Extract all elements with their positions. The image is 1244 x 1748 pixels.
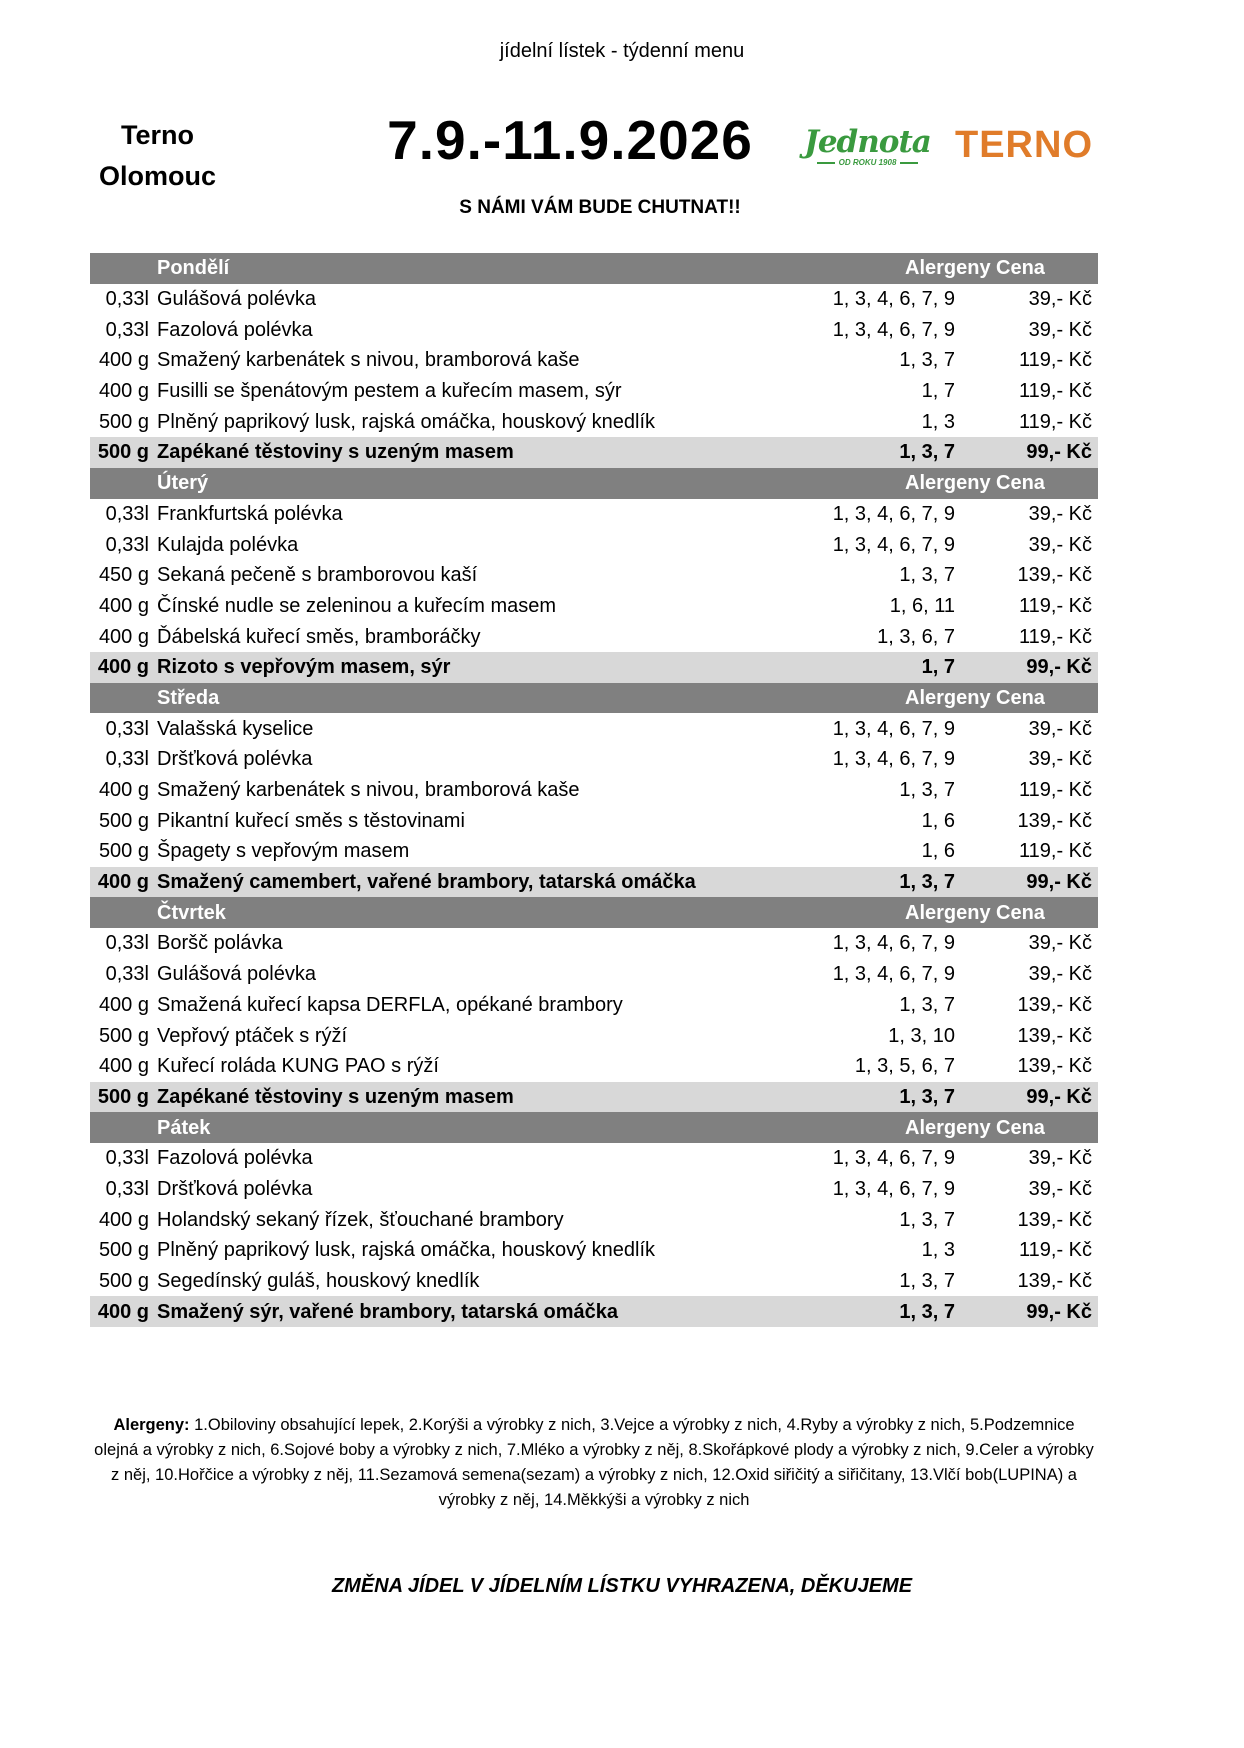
portion-size: 400 g bbox=[98, 1055, 149, 1078]
dish-name: Fazolová polévka bbox=[157, 1147, 313, 1170]
price-column-header: Cena bbox=[961, 253, 1098, 284]
menu-row bbox=[90, 1235, 1098, 1266]
menu-row bbox=[90, 1020, 1098, 1051]
menu-row bbox=[90, 529, 1098, 560]
slogan: S NÁMI VÁM BUDE CHUTNAT!! bbox=[459, 197, 741, 218]
dish-price: 39,- Kč bbox=[1028, 717, 1092, 740]
dish-price: 39,- Kč bbox=[1028, 963, 1092, 986]
dish-price: 139,- Kč bbox=[1017, 1270, 1092, 1293]
allergen-codes: 1, 3, 4, 6, 7, 9 bbox=[832, 502, 955, 525]
day-header-row bbox=[90, 1112, 1098, 1143]
portion-size: 500 g bbox=[98, 1024, 149, 1047]
dish-name: Smažená kuřecí kapsa DERFLA, opékané brambory bbox=[157, 993, 623, 1016]
dish-price: 119,- Kč bbox=[1019, 380, 1092, 403]
allergen-codes: 1, 3, 4, 6, 7, 9 bbox=[832, 1147, 955, 1170]
price-column-header: Cena bbox=[961, 683, 1098, 714]
day-header-spacer bbox=[90, 468, 154, 499]
dish-price: 99,- Kč bbox=[961, 1082, 1098, 1113]
day-header-row bbox=[90, 253, 1098, 284]
allergen-codes: 1, 3, 7 bbox=[899, 1270, 955, 1293]
portion-size: 0,33l bbox=[105, 288, 149, 311]
allergen-legend-label: Alergeny: bbox=[113, 1416, 190, 1434]
dish-name: Smažený karbenátek s nivou, bramborová kaše bbox=[157, 779, 580, 802]
day-name: Pondělí bbox=[154, 253, 809, 284]
menu-row bbox=[90, 928, 1098, 959]
dish-name: Kuřecí roláda KUNG PAO s rýží bbox=[157, 1055, 439, 1078]
menu-row bbox=[90, 959, 1098, 990]
allergens-column-header: Alergeny bbox=[809, 1112, 961, 1143]
dish-price: 139,- Kč bbox=[1017, 1055, 1092, 1078]
allergen-codes: 1, 6 bbox=[921, 840, 955, 863]
allergens-column-header: Alergeny bbox=[809, 468, 961, 499]
dish-name: Valašská kyselice bbox=[157, 717, 314, 740]
menu-row bbox=[90, 990, 1098, 1021]
jednota-logo-tagline-text: OD ROKU 1908 bbox=[838, 158, 897, 167]
menu-row-special bbox=[90, 867, 1098, 898]
portion-size: 0,33l bbox=[105, 748, 149, 771]
dish-name: Smažený sýr, vařené brambory, tatarská omáčka bbox=[154, 1296, 809, 1327]
portion-size: 450 g bbox=[98, 564, 149, 587]
day-header-spacer bbox=[90, 897, 154, 928]
allergen-codes: 1, 3, 7 bbox=[899, 993, 955, 1016]
dish-name: Segedínský guláš, houskový knedlík bbox=[157, 1270, 480, 1293]
menu-row bbox=[90, 713, 1098, 744]
menu-table-body bbox=[90, 253, 1098, 1327]
menu-row bbox=[90, 499, 1098, 530]
allergen-legend-text: 1.Obiloviny obsahující lepek, 2.Korýši a výrobky z nich, 3.Vejce a výrobky z nich, 4.Ryby a výrobky z nich, 5.Podzemnice olejná a výrobky z nich, 6.Sojové boby a výrobky z nich, 7.Mléko a výrobky z něj, 8.Skořápkové plody a výrobky z nich, 9.Celer a výrobky z něj, 10.Hořčice a výrobky z něj, 11.Sezamová semena(sezam) a výrobky z nich, 12.Oxid siřičitý a siřičitany, 13.Vlčí bob(LUPINA) a výrobky z něj, 14.Měkkýši a výrobky z nich bbox=[94, 1416, 1094, 1509]
portion-size: 0,33l bbox=[105, 717, 149, 740]
menu-row bbox=[90, 284, 1098, 315]
day-name: Úterý bbox=[154, 468, 809, 499]
portion-size: 400 g bbox=[98, 1208, 149, 1231]
day-header-row bbox=[90, 683, 1098, 714]
dish-price: 119,- Kč bbox=[1019, 779, 1092, 802]
dish-price: 39,- Kč bbox=[1028, 533, 1092, 556]
price-column-header: Cena bbox=[961, 468, 1098, 499]
portion-size: 0,33l bbox=[105, 533, 149, 556]
dish-price: 99,- Kč bbox=[961, 867, 1098, 898]
dish-name: Frankfurtská polévka bbox=[157, 502, 343, 525]
dish-name: Smažený camembert, vařené brambory, tatarská omáčka bbox=[154, 867, 809, 898]
dish-name: Dršťková polévka bbox=[157, 748, 313, 771]
dish-name: Kulajda polévka bbox=[157, 533, 299, 556]
allergen-codes: 1, 3, 4, 6, 7, 9 bbox=[832, 932, 955, 955]
day-name: Středa bbox=[154, 683, 809, 714]
allergen-codes: 1, 3, 4, 6, 7, 9 bbox=[832, 1177, 955, 1200]
dish-price: 39,- Kč bbox=[1028, 932, 1092, 955]
dish-price: 139,- Kč bbox=[1017, 993, 1092, 1016]
store-name-line2: Olomouc bbox=[98, 161, 216, 191]
menu-row bbox=[90, 621, 1098, 652]
dish-name: Smažený karbenátek s nivou, bramborová kaše bbox=[157, 349, 580, 372]
logo-rule-right bbox=[900, 162, 918, 164]
date-range: 7.9.-11.9.2026 bbox=[387, 109, 753, 171]
jednota-logo bbox=[800, 126, 935, 168]
portion-size: 500 g bbox=[90, 1082, 154, 1113]
portion-size: 400 g bbox=[98, 625, 149, 648]
menu-row-special bbox=[90, 1082, 1098, 1113]
allergen-codes: 1, 3, 6, 7 bbox=[877, 625, 955, 648]
allergen-codes: 1, 3 bbox=[921, 1239, 955, 1262]
dish-price: 99,- Kč bbox=[961, 652, 1098, 683]
allergens-column-header: Alergeny bbox=[809, 897, 961, 928]
portion-size: 400 g bbox=[90, 652, 154, 683]
allergen-codes: 1, 3, 10 bbox=[888, 1024, 955, 1047]
day-header-spacer bbox=[90, 253, 154, 284]
day-name: Pátek bbox=[154, 1112, 809, 1143]
dish-price: 99,- Kč bbox=[961, 1296, 1098, 1327]
menu-row bbox=[90, 376, 1098, 407]
allergen-codes: 1, 3, 7 bbox=[809, 1296, 961, 1327]
portion-size: 400 g bbox=[98, 993, 149, 1016]
allergen-codes: 1, 6 bbox=[921, 809, 955, 832]
portion-size: 400 g bbox=[90, 867, 154, 898]
dish-price: 99,- Kč bbox=[961, 437, 1098, 468]
portion-size: 0,33l bbox=[105, 1147, 149, 1170]
dish-price: 39,- Kč bbox=[1028, 748, 1092, 771]
allergen-codes: 1, 3 bbox=[921, 410, 955, 433]
dish-price: 39,- Kč bbox=[1028, 502, 1092, 525]
dish-price: 139,- Kč bbox=[1017, 564, 1092, 587]
menu-row bbox=[90, 1204, 1098, 1235]
menu-row bbox=[90, 560, 1098, 591]
allergen-codes: 1, 7 bbox=[921, 380, 955, 403]
portion-size: 400 g bbox=[98, 349, 149, 372]
menu-row bbox=[90, 744, 1098, 775]
dish-name: Rizoto s vepřovým masem, sýr bbox=[154, 652, 809, 683]
allergen-codes: 1, 3, 5, 6, 7 bbox=[854, 1055, 955, 1078]
portion-size: 0,33l bbox=[105, 963, 149, 986]
allergen-codes: 1, 3, 7 bbox=[809, 1082, 961, 1113]
dish-name: Zapékané těstoviny s uzeným masem bbox=[154, 1082, 809, 1113]
menu-row bbox=[90, 591, 1098, 622]
allergens-column-header: Alergeny bbox=[809, 253, 961, 284]
dish-price: 119,- Kč bbox=[1019, 594, 1092, 617]
document-title: jídelní lístek - týdenní menu bbox=[499, 40, 745, 62]
dish-name: Špagety s vepřovým masem bbox=[157, 840, 410, 863]
dish-name: Plněný paprikový lusk, rajská omáčka, houskový knedlík bbox=[157, 1239, 656, 1262]
dish-price: 39,- Kč bbox=[1028, 1177, 1092, 1200]
dish-price: 139,- Kč bbox=[1017, 809, 1092, 832]
menu-row-special bbox=[90, 1296, 1098, 1327]
day-header-row bbox=[90, 897, 1098, 928]
menu-row bbox=[90, 1174, 1098, 1205]
allergen-codes: 1, 3, 4, 6, 7, 9 bbox=[832, 963, 955, 986]
allergens-column-header: Alergeny bbox=[809, 683, 961, 714]
menu-row bbox=[90, 775, 1098, 806]
allergen-codes: 1, 3, 4, 6, 7, 9 bbox=[832, 717, 955, 740]
terno-logo: TERNO bbox=[955, 124, 1093, 166]
dish-price: 119,- Kč bbox=[1019, 349, 1092, 372]
price-column-header: Cena bbox=[961, 897, 1098, 928]
portion-size: 0,33l bbox=[105, 932, 149, 955]
dish-name: Plněný paprikový lusk, rajská omáčka, houskový knedlík bbox=[157, 410, 656, 433]
dish-name: Gulášová polévka bbox=[157, 288, 316, 311]
portion-size: 500 g bbox=[98, 809, 149, 832]
allergen-codes: 1, 3, 7 bbox=[809, 437, 961, 468]
dish-name: Ďábelská kuřecí směs, bramboráčky bbox=[157, 625, 481, 648]
menu-row bbox=[90, 805, 1098, 836]
portion-size: 500 g bbox=[98, 840, 149, 863]
store-name-line1: Terno bbox=[121, 120, 194, 150]
dish-price: 39,- Kč bbox=[1028, 318, 1092, 341]
portion-size: 500 g bbox=[98, 410, 149, 433]
portion-size: 400 g bbox=[98, 779, 149, 802]
dish-price: 119,- Kč bbox=[1019, 410, 1092, 433]
dish-price: 119,- Kč bbox=[1019, 1239, 1092, 1262]
portion-size: 0,33l bbox=[105, 502, 149, 525]
dish-name: Pikantní kuřecí směs s těstovinami bbox=[157, 809, 465, 832]
dish-name: Dršťková polévka bbox=[157, 1177, 313, 1200]
menu-row bbox=[90, 1266, 1098, 1297]
portion-size: 500 g bbox=[98, 1270, 149, 1293]
dish-price: 139,- Kč bbox=[1017, 1024, 1092, 1047]
allergen-codes: 1, 3, 7 bbox=[899, 564, 955, 587]
allergen-codes: 1, 3, 4, 6, 7, 9 bbox=[832, 318, 955, 341]
allergen-codes: 1, 3, 4, 6, 7, 9 bbox=[832, 533, 955, 556]
menu-row bbox=[90, 406, 1098, 437]
portion-size: 500 g bbox=[90, 437, 154, 468]
menu-row-special bbox=[90, 652, 1098, 683]
dish-name: Sekaná pečeně s bramborovou kaší bbox=[157, 564, 478, 587]
portion-size: 0,33l bbox=[105, 1177, 149, 1200]
allergen-codes: 1, 3, 7 bbox=[899, 1208, 955, 1231]
portion-size: 500 g bbox=[98, 1239, 149, 1262]
dish-price: 119,- Kč bbox=[1019, 625, 1092, 648]
day-name: Čtvrtek bbox=[154, 897, 809, 928]
dish-price: 39,- Kč bbox=[1028, 288, 1092, 311]
portion-size: 400 g bbox=[98, 380, 149, 403]
allergen-codes: 1, 6, 11 bbox=[889, 594, 955, 617]
menu-row bbox=[90, 314, 1098, 345]
allergen-codes: 1, 3, 7 bbox=[809, 867, 961, 898]
portion-size: 400 g bbox=[98, 594, 149, 617]
dish-price: 39,- Kč bbox=[1028, 1147, 1092, 1170]
dish-price: 139,- Kč bbox=[1017, 1208, 1092, 1231]
day-header-row bbox=[90, 468, 1098, 499]
allergen-codes: 1, 3, 7 bbox=[899, 779, 955, 802]
dish-name: Zapékané těstoviny s uzeným masem bbox=[154, 437, 809, 468]
dish-name: Čínské nudle se zeleninou a kuřecím masem bbox=[157, 594, 557, 617]
allergen-legend bbox=[90, 1413, 1098, 1513]
allergen-codes: 1, 7 bbox=[809, 652, 961, 683]
jednota-logo-wordmark: Jednota bbox=[804, 124, 931, 160]
menu-row-special bbox=[90, 437, 1098, 468]
price-column-header: Cena bbox=[961, 1112, 1098, 1143]
logo-rule-left bbox=[817, 162, 835, 164]
portion-size: 400 g bbox=[90, 1296, 154, 1327]
dish-name: Boršč polávka bbox=[157, 932, 283, 955]
weekly-menu-table bbox=[90, 253, 1098, 1327]
allergen-codes: 1, 3, 4, 6, 7, 9 bbox=[832, 748, 955, 771]
day-header-spacer bbox=[90, 1112, 154, 1143]
dish-name: Fazolová polévka bbox=[157, 318, 313, 341]
menu-row bbox=[90, 1143, 1098, 1174]
allergen-codes: 1, 3, 7 bbox=[899, 349, 955, 372]
menu-row bbox=[90, 1051, 1098, 1082]
dish-name: Vepřový ptáček s rýží bbox=[157, 1024, 348, 1047]
store-name bbox=[60, 115, 255, 197]
menu-row bbox=[90, 836, 1098, 867]
portion-size: 0,33l bbox=[105, 318, 149, 341]
dish-name: Fusilli se špenátovým pestem a kuřecím masem, sýr bbox=[157, 380, 622, 403]
footer-notice: ZMĚNA JÍDEL V JÍDELNÍM LÍSTKU VYHRAZENA, DĚKUJEME bbox=[331, 1575, 913, 1597]
dish-name: Holandský sekaný řízek, šťouchané brambory bbox=[157, 1208, 564, 1231]
menu-row bbox=[90, 345, 1098, 376]
day-header-spacer bbox=[90, 683, 154, 714]
dish-name: Gulášová polévka bbox=[157, 963, 316, 986]
dish-price: 119,- Kč bbox=[1019, 840, 1092, 863]
allergen-codes: 1, 3, 4, 6, 7, 9 bbox=[832, 288, 955, 311]
